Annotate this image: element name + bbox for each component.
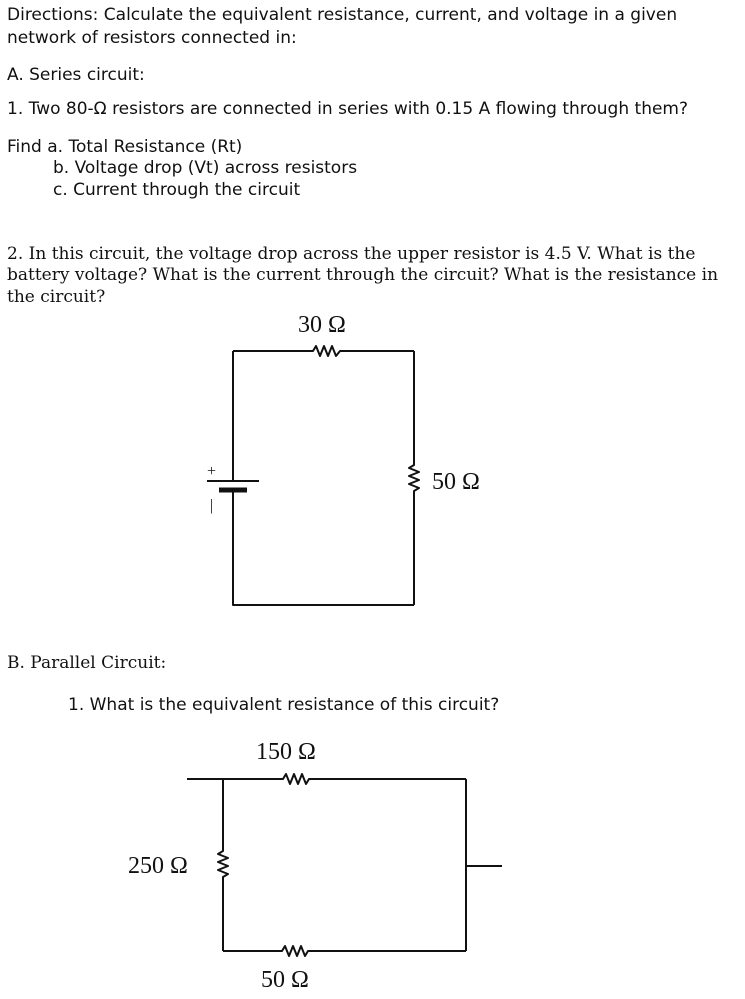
- parallel-bottom-wire: [223, 946, 466, 956]
- parallel-left-wire: [218, 779, 228, 951]
- directions-line-1: Directions: Calculate the equivalent resistance, current, and voltage in a given: [7, 5, 678, 25]
- battery-minus-label: |: [210, 497, 214, 514]
- parallel-question-1: 1. What is the equivalent resistance of this circuit?: [68, 695, 500, 715]
- find-b: b. Voltage drop (Vt) across resistors: [53, 158, 358, 178]
- parallel-top-wire: [187, 774, 466, 784]
- parallel-bottom-resistor-label: 50 Ω: [261, 967, 309, 993]
- parallel-heading: B. Parallel Circuit:: [7, 653, 167, 673]
- series-heading: A. Series circuit:: [7, 65, 145, 85]
- series-question-1: 1. Two 80-Ω resistors are connected in series with 0.15 A flowing through them?: [7, 99, 689, 119]
- parallel-left-resistor-label: 250 Ω: [128, 853, 188, 879]
- directions-line-2: network of resistors connected in:: [7, 28, 297, 48]
- battery-plus-label: +: [207, 463, 217, 480]
- series-question-2-line-2: battery voltage? What is the current through the circuit? What is the resistance in: [7, 265, 719, 285]
- parallel-top-resistor-label: 150 Ω: [256, 739, 316, 765]
- series-top-resistor-label: 30 Ω: [298, 312, 346, 338]
- series-question-2-line-3: the circuit?: [7, 287, 106, 307]
- find-a: Find a. Total Resistance (Rt): [7, 137, 243, 157]
- series-question-2-line-1: 2. In this circuit, the voltage drop across the upper resistor is 4.5 V. What is the: [7, 244, 696, 264]
- series-right-resistor-label: 50 Ω: [432, 469, 480, 495]
- find-c: c. Current through the circuit: [53, 180, 301, 200]
